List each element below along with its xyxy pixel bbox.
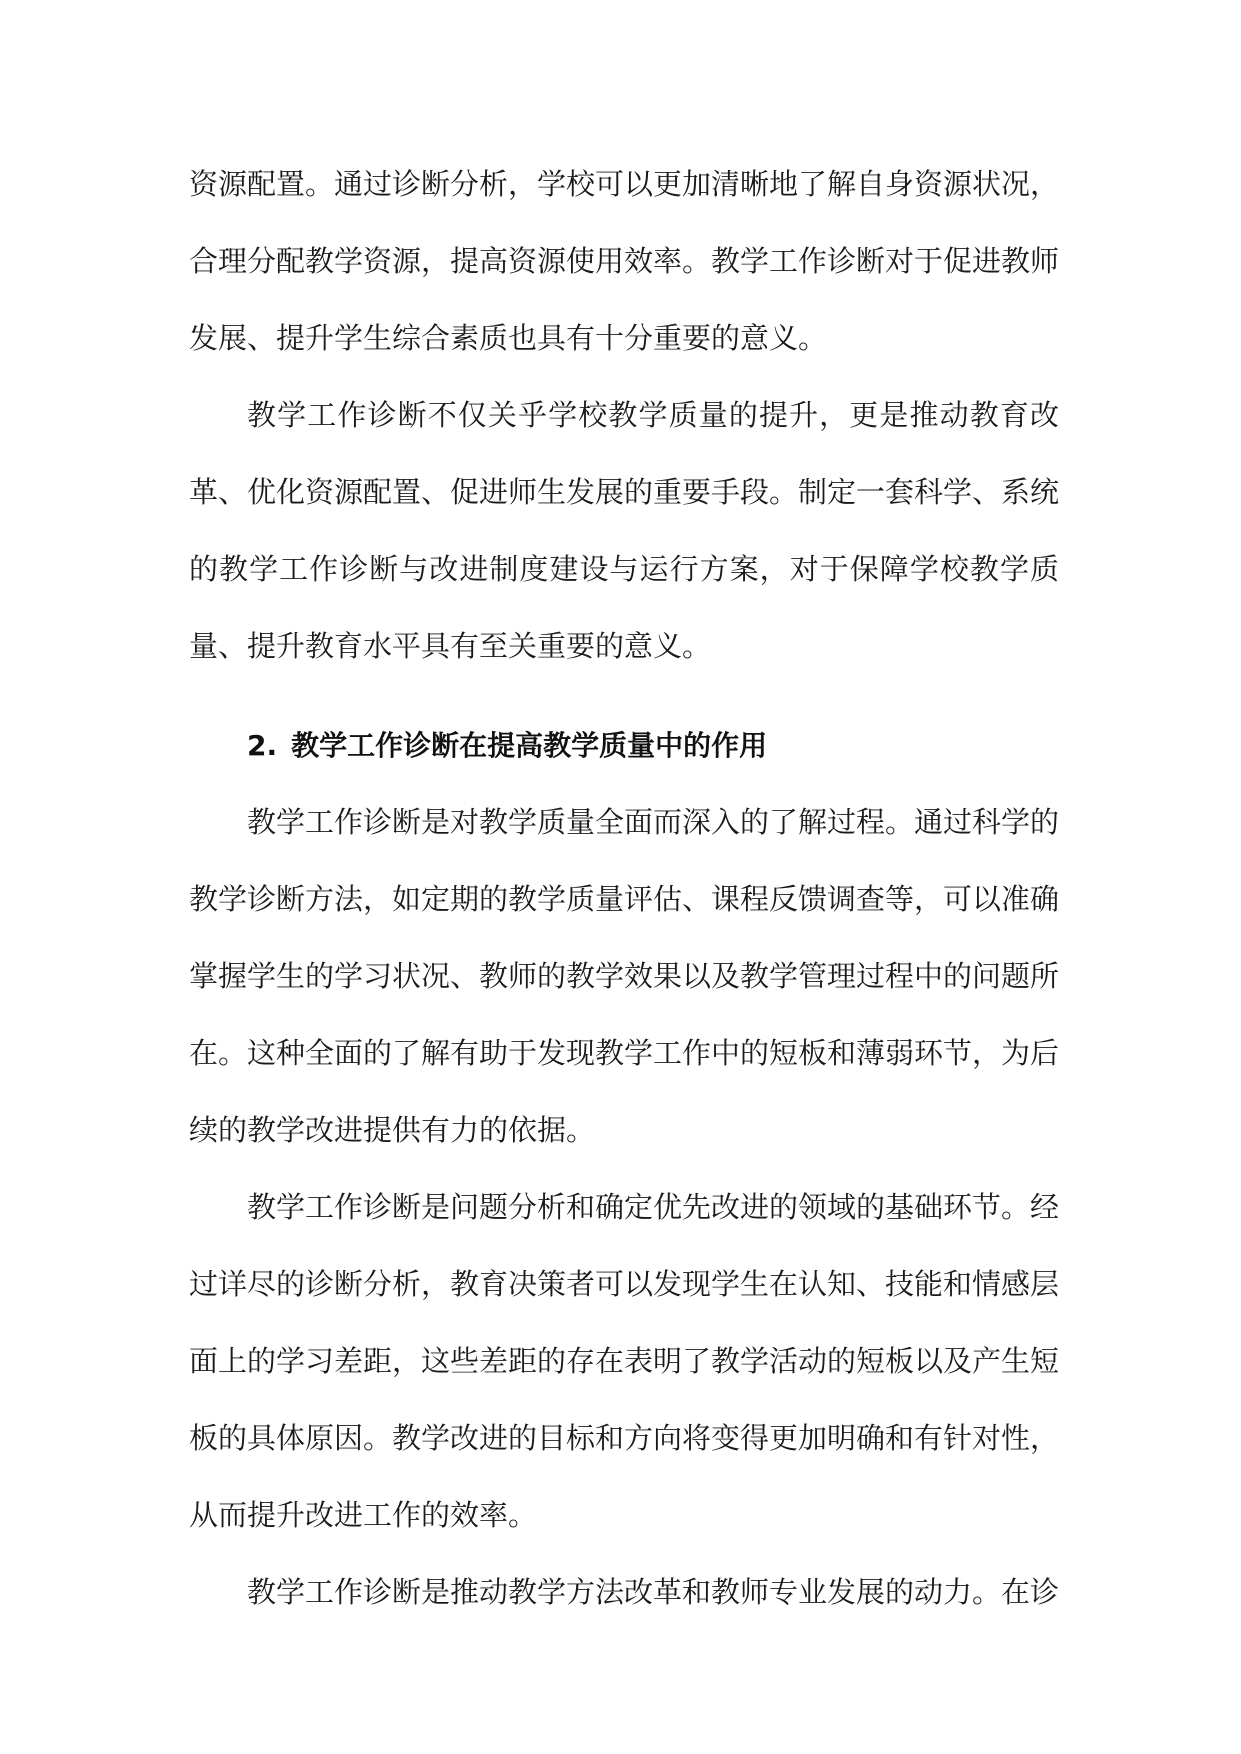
body-text — [189, 146, 1059, 1631]
paragraph-continued: 资源配置。通过诊断分析，学校可以更加清晰地了解自身资源状况，合理分配教学资源，提高资源使用效率。教学工作诊断对于促进教师发展、提升学生综合素质也具有十分重要的意义。 — [189, 167, 1060, 355]
paragraph-teacher-development: 教学工作诊断是推动教学方法改革和教师专业发展的动力。在诊 — [247, 1575, 1060, 1609]
section-heading — [189, 707, 1059, 784]
paragraph-significance: 教学工作诊断不仅关乎学校教学质量的提升，更是推动教育改革、优化资源配置、促进师生发展的重要手段。制定一套科学、系统的教学工作诊断与改进制度建设与运行方案，对于保障学校教学质量、提升教育水平具有至关重要的意义。 — [189, 398, 1060, 663]
section-title: 教学工作诊断在提高教学质量中的作用 — [291, 729, 768, 762]
paragraph-understanding: 教学工作诊断是对教学质量全面而深入的了解过程。通过科学的教学诊断方法，如定期的教学质量评估、课程反馈调查等，可以准确掌握学生的学习状况、教师的教学效果以及教学管理过程中的问题所在。这种全面的了解有助于发现教学工作中的短板和薄弱环节，为后续的教学改进提供有力的依据。 — [189, 805, 1060, 1147]
section-number: 2. — [247, 729, 278, 762]
paragraph-problem-analysis: 教学工作诊断是问题分析和确定优先改进的领域的基础环节。经过详尽的诊断分析，教育决策者可以发现学生在认知、技能和情感层面上的学习差距，这些差距的存在表明了教学活动的短板以及产生短板的具体原因。教学改进的目标和方向将变得更加明确和有针对性，从而提升改进工作的效率。 — [189, 1190, 1060, 1532]
